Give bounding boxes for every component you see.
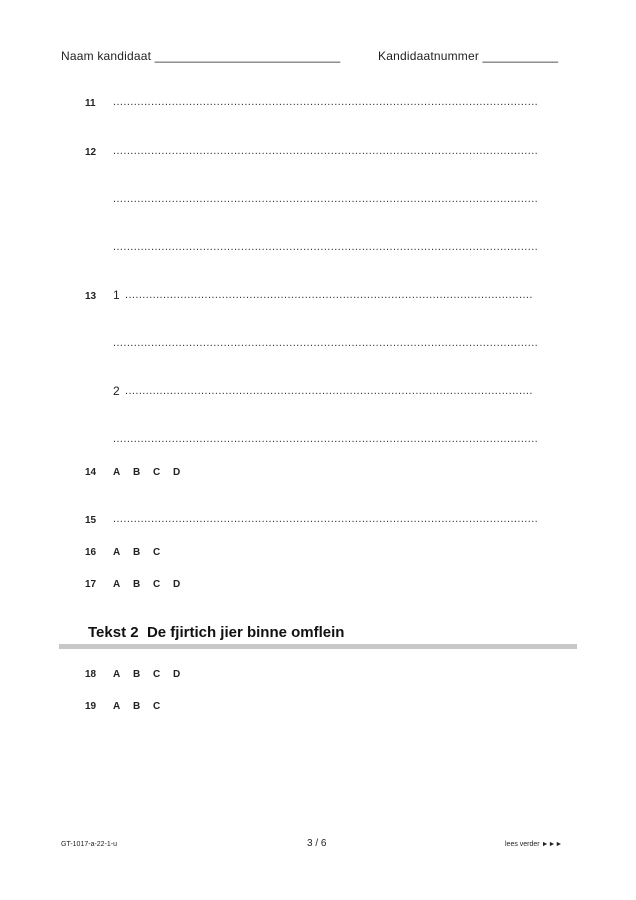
name-label-text: Naam kandidaat [61,49,152,63]
page-number: 3 / 6 [307,838,327,849]
answer-line[interactable]: ........................................................................................................................... [113,96,539,108]
question-number: 11 [85,98,96,109]
candidate-number-label [378,49,558,63]
option-a[interactable]: A [113,579,121,590]
question-number: 18 [85,669,97,680]
option-b[interactable]: B [133,701,141,712]
option-c[interactable]: C [153,547,161,558]
question-number: 17 [85,579,97,590]
answer-line[interactable]: ...................................................................................................................... [125,385,533,397]
candidate-number-field[interactable]: ___________ [482,49,559,63]
answer-options [113,467,183,478]
answer-line[interactable]: ........................................................................................................................... [113,193,539,205]
question-number: 19 [85,701,97,712]
exam-code: GT-1017-a-22-1-u [61,841,118,848]
answer-options [113,669,183,680]
answer-line[interactable]: ........................................................................................................................... [113,433,539,445]
section-heading [88,624,344,641]
number-label-text: Kandidaatnummer [378,49,480,63]
question-number: 14 [85,467,97,478]
answer-options [113,547,163,558]
sub-item-number: 2 [113,384,120,398]
answer-options [113,579,183,590]
question-number: 16 [85,547,97,558]
answer-line[interactable]: ........................................................................................................................... [113,241,539,253]
section-label: Tekst 2 [88,624,139,641]
option-a[interactable]: A [113,467,121,478]
option-c[interactable]: C [153,701,161,712]
option-c[interactable]: C [153,467,161,478]
option-a[interactable]: A [113,669,121,680]
option-a[interactable]: A [113,701,121,712]
option-b[interactable]: B [133,579,141,590]
answer-line[interactable]: ...................................................................................................................... [125,289,533,301]
question-number: 13 [85,291,97,302]
section-divider [59,644,577,649]
candidate-name-label [61,49,340,63]
answer-line[interactable]: ........................................................................................................................... [113,145,539,157]
candidate-name-field[interactable]: ___________________________ [154,49,341,63]
continue-label: lees verder ►►► [505,841,563,848]
answer-line[interactable]: ........................................................................................................................... [113,513,539,525]
answer-line[interactable]: ........................................................................................................................... [113,337,539,349]
answer-options [113,701,163,712]
option-d[interactable]: D [173,579,181,590]
option-b[interactable]: B [133,547,141,558]
section-title: De fjirtich jier binne omflein [146,624,345,641]
option-d[interactable]: D [173,669,181,680]
option-b[interactable]: B [133,467,141,478]
option-c[interactable]: C [153,669,161,680]
question-number: 15 [85,515,97,526]
option-d[interactable]: D [173,467,181,478]
option-c[interactable]: C [153,579,161,590]
option-b[interactable]: B [133,669,141,680]
option-a[interactable]: A [113,547,121,558]
sub-item-number: 1 [113,288,120,302]
question-number: 12 [85,147,97,158]
